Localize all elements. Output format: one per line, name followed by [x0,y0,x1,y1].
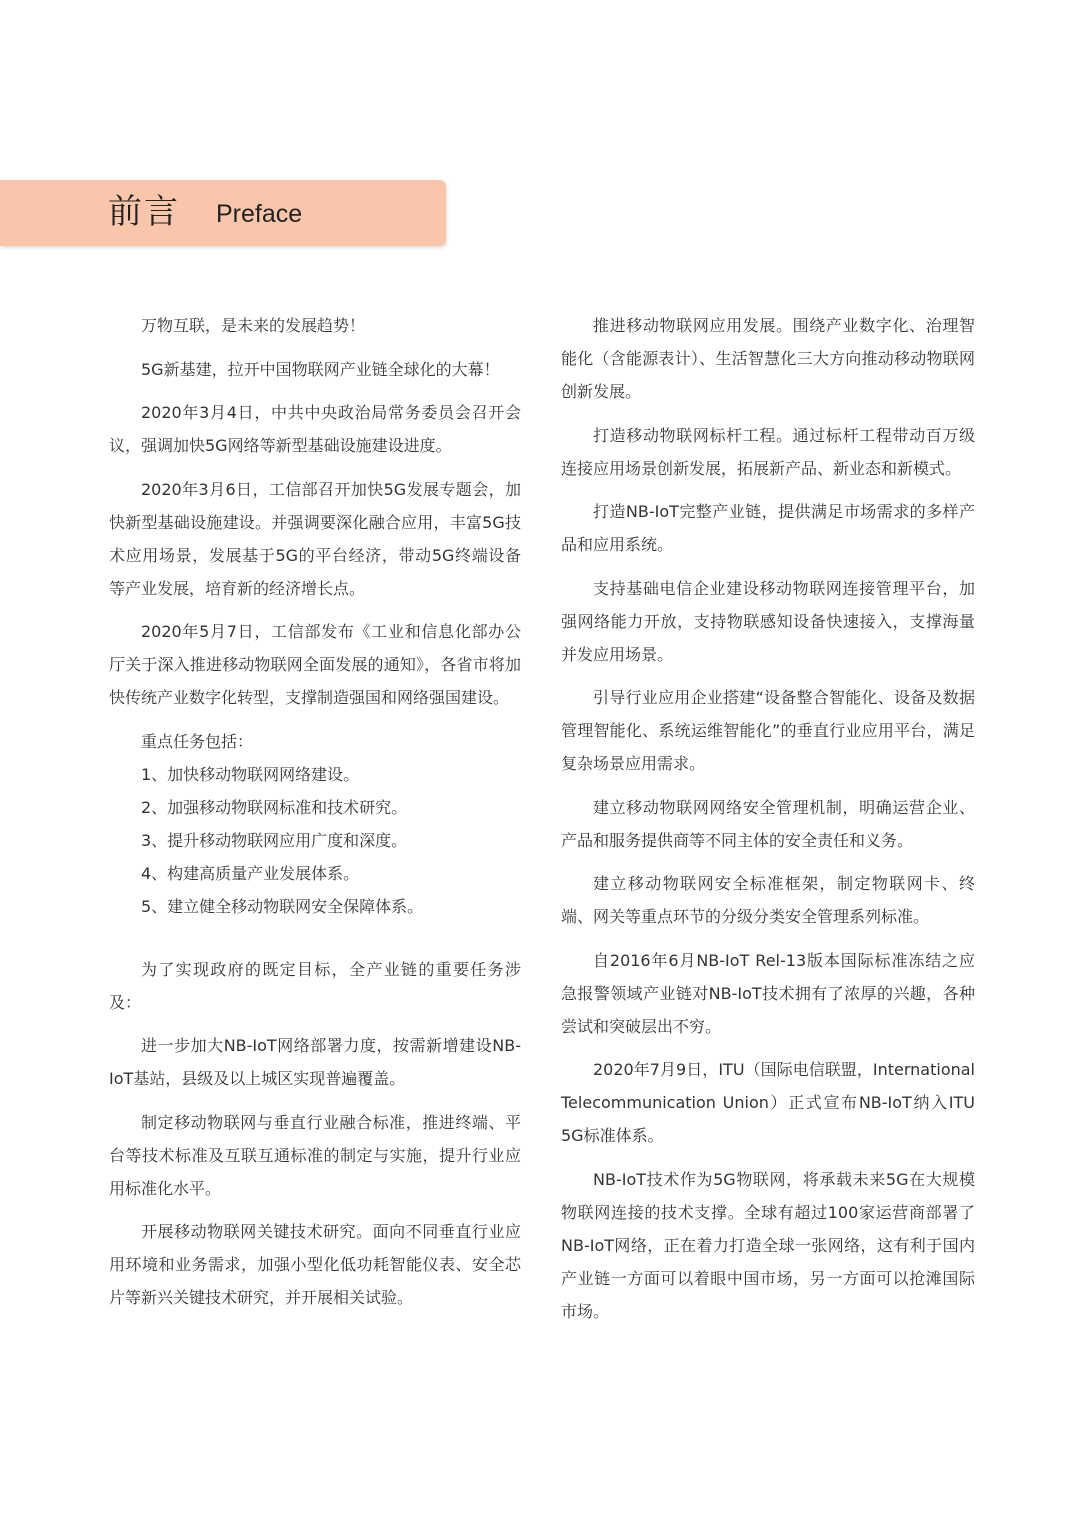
paragraph: 5G新基建，拉开中国物联网产业链全球化的大幕！ [141,359,500,379]
paragraph: 打造移动物联网标杆工程。通过标杆工程带动百万级连接应用场景创新发展，拓展新产品、新业态和新模式。 [561,425,975,478]
paragraph: 引导行业应用企业搭建“设备整合智能化、设备及数据管理智能化、系统运维智能化”的垂直行业应用平台，满足复杂场景应用需求。 [561,688,975,773]
paragraph: 2020年5月7日，工信部发布《工业和信息化部办公厅关于深入推进移动物联网全面发展的通知》，各省市将加快传统产业数字化转型，支撑制造强国和网络强国建设。 [109,622,521,707]
paragraph: 建立移动物联网安全标准框架，制定物联网卡、终端、网关等重点环节的分级分类安全管理系列标准。 [561,874,975,926]
right-column [561,309,975,1338]
list-heading: 重点任务包括： [141,731,254,751]
paragraph: NB-IoT技术作为5G物联网，将承载未来5G在大规模物联网连接的技术支撑。全球有超过100家运营商部署了NB-IoT网络，正在着力打造全球一张网络，这有利于国内产业链一方面可以着眼中国市场，另一方面可以抢滩国际市场。 [561,1169,975,1321]
paragraph: 制定移动物联网与垂直行业融合标准，推进终端、平台等技术标准及互联互通标准的制定与实施，提升行业应用标准化水平。 [109,1112,521,1198]
paragraph: 自2016年6月NB-IoT Rel-13版本国际标准冻结之应急报警领域产业链对NB-IoT技术拥有了浓厚的兴趣，各种尝试和突破层出不穷。 [561,950,975,1036]
paragraph: 开展移动物联网关键技术研究。面向不同垂直行业应用环境和业务需求，加强小型化低功耗智能仪表、安全芯片等新兴关键技术研究，并开展相关试验。 [109,1222,521,1307]
list-item: 3、提升移动物联网应用广度和深度。 [141,830,408,850]
paragraph: 2020年7月9日，ITU（国际电信联盟，International Telecommunication Union）正式宣布NB-IoT纳入ITU 5G标准体系。 [561,1060,975,1145]
page-title-english: Preface [216,200,303,228]
page-title: 前言 [108,192,180,232]
paragraph: 支持基础电信企业建设移动物联网连接管理平台，加强网络能力开放，支持物联感知设备快速接入，支撑海量并发应用场景。 [561,578,975,664]
paragraph: 推进移动物联网应用发展。围绕产业数字化、治理智能化（含能源表计）、生活智慧化三大方向推动移动物联网创新发展。 [561,316,975,401]
paragraph: 为了实现政府的既定目标，全产业链的重要任务涉及： [109,959,521,1012]
left-column [109,309,521,1325]
list-item: 2、加强移动物联网标准和技术研究。 [141,797,408,817]
list-item: 4、构建高质量产业发展体系。 [141,863,360,883]
list-item: 1、加快移动物联网网络建设。 [141,764,360,784]
paragraph: 2020年3月6日，工信部召开加快5G发展专题会，加快新型基础设施建设。并强调要深化融合应用，丰富5G技术应用场景，发展基于5G的平台经济，带动5G终端设备等产业发展，培育新的经济增长点。 [109,479,521,598]
paragraph: 打造NB-IoT完整产业链，提供满足市场需求的多样产品和应用系统。 [561,502,975,554]
paragraph: 建立移动物联网网络安全管理机制，明确运营企业、产品和服务提供商等不同主体的安全责任和义务。 [561,797,975,850]
paragraph: 万物互联，是未来的发展趋势！ [141,316,366,335]
paragraph: 进一步加大NB-IoT网络部署力度，按需新增建设NB-IoT基站，县级及以上城区实现普遍覆盖。 [109,1036,521,1088]
list-item: 5、建立健全移动物联网安全保障体系。 [141,896,424,916]
paragraph: 2020年3月4日，中共中央政治局常务委员会召开会议，强调加快5G网络等新型基础设施建设进度。 [109,403,521,455]
